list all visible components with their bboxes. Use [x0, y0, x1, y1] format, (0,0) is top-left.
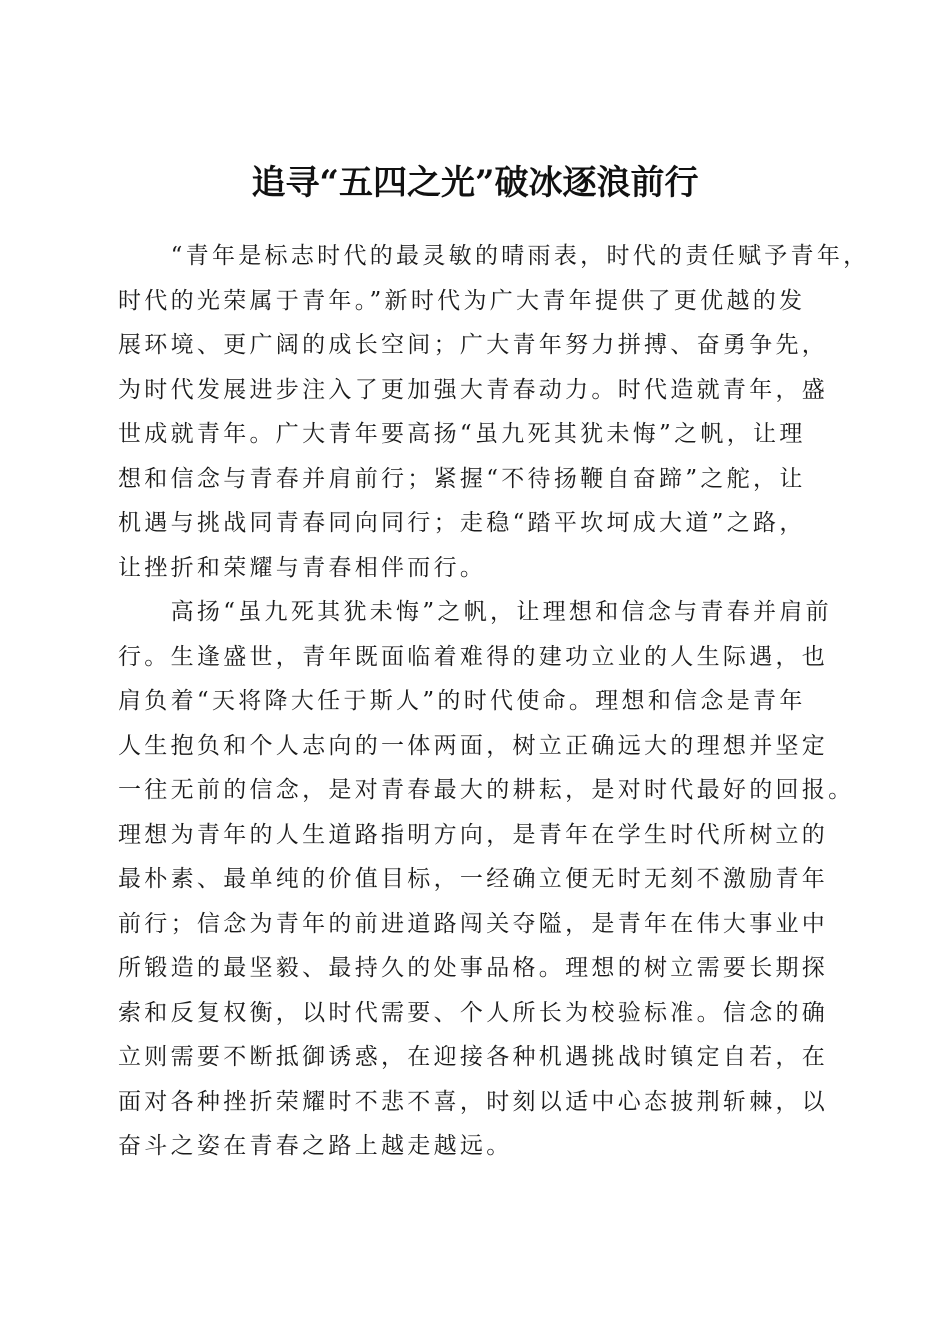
- text-line: 行。生逢盛世，青年既面临着难得的建功立业的人生际遇，也: [118, 643, 829, 670]
- text-line: 面对各种挫折荣耀时不悲不喜，时刻以适中心态披荆斩棘，以: [118, 1088, 829, 1115]
- text-line: 人生抱负和个人志向的一体两面，树立正确远大的理想并坚定: [118, 732, 829, 759]
- text-line: 最朴素、最单纯的价值目标，一经确立便无时无刻不激励青年: [118, 866, 829, 892]
- text-line: 所锻造的最坚毅、最持久的处事品格。理想的树立需要长期探: [118, 955, 829, 981]
- document-title: 追寻“五四之光”破冰逐浪前行: [251, 162, 699, 203]
- paragraph-2: [118, 590, 855, 1169]
- text-line: “青年是标志时代的最灵敏的晴雨表，时代的责任赋予青年，: [118, 243, 870, 269]
- text-line: 立则需要不断抵御诱惑，在迎接各种机遇挑战时镇定自若，在: [118, 1044, 829, 1070]
- text-line: 奋斗之姿在青春之路上越走越远。: [118, 1133, 513, 1159]
- text-line: 前行；信念为青年的前进道路闯关夺隘，是青年在伟大事业中: [118, 910, 829, 937]
- text-line: 展环境、更广阔的成长空间；广大青年努力拼搏、奋勇争先，: [118, 332, 829, 358]
- text-line: 为时代发展进步注入了更加强大青春动力。时代造就青年，盛: [118, 376, 829, 403]
- text-line: 机遇与挑战同青春同向同行；走稳“踏平坎坷成大道”之路，: [118, 510, 806, 536]
- text-line: 世成就青年。广大青年要高扬“虽九死其犹未悔”之帆，让理: [118, 421, 806, 447]
- text-line: 时代的光荣属于青年。”新时代为广大青年提供了更优越的发: [118, 287, 806, 314]
- text-line: 理想为青年的人生道路指明方向，是青年在学生时代所树立的: [118, 821, 829, 848]
- text-line: 肩负着“天将降大任于斯人”的时代使命。理想和信念是青年: [118, 688, 806, 714]
- document-body: [118, 234, 870, 1169]
- text-line: 索和反复权衡，以时代需要、个人所长为校验标准。信念的确: [118, 999, 829, 1026]
- paragraph-1: [118, 234, 870, 590]
- text-line: 让挫折和荣耀与青春相伴而行。: [118, 554, 487, 581]
- text-line: 一往无前的信念，是对青春最大的耕耘，是对时代最好的回报。: [118, 777, 855, 803]
- text-line: 高扬“虽九死其犹未悔”之帆，让理想和信念与青春并肩前: [118, 599, 832, 625]
- text-line: 想和信念与青春并肩前行；紧握“不待扬鞭自奋蹄”之舵，让: [118, 465, 806, 492]
